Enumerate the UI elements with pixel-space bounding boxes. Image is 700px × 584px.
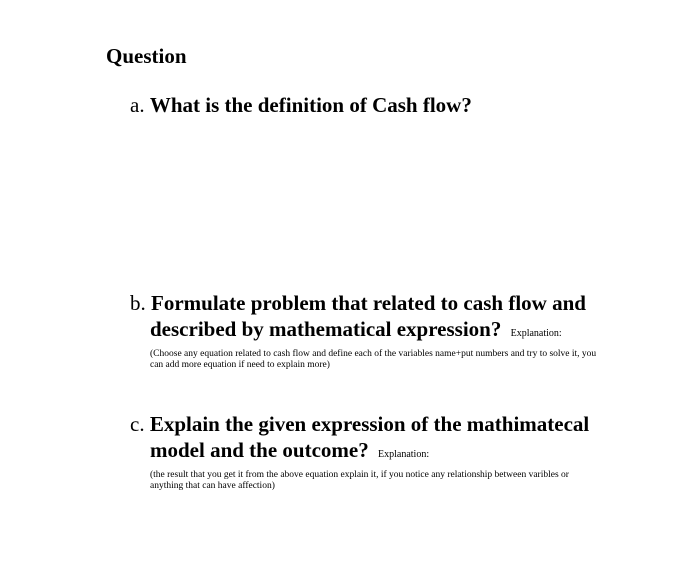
question-b bbox=[130, 290, 610, 371]
question-b-line-1 bbox=[130, 290, 610, 316]
question-c-letter: c. bbox=[130, 412, 145, 436]
question-a-letter: a. bbox=[130, 93, 145, 117]
question-c-line-1 bbox=[130, 411, 610, 437]
question-c-text-1: Explain the given expression of the mathimatecal bbox=[149, 412, 590, 436]
question-a-text: What is the definition of Cash flow? bbox=[149, 93, 472, 117]
question-b-letter: b. bbox=[130, 291, 146, 315]
question-b-explanation-label: Explanation: bbox=[510, 328, 562, 339]
question-c-note: (the result that you get it from the above equation explain it, if you notice any relationship between varibles or anything that can have affection) bbox=[150, 470, 569, 491]
question-a bbox=[130, 93, 472, 118]
question-c-line-2 bbox=[130, 437, 610, 468]
question-c-explanation-label: Explanation: bbox=[378, 449, 430, 460]
question-b-text-1: Formulate problem that related to cash flow and bbox=[151, 291, 586, 315]
question-b-line-2 bbox=[130, 316, 610, 347]
question-c bbox=[130, 411, 610, 492]
question-c-text-2: model and the outcome? bbox=[150, 438, 369, 462]
page-heading: Question bbox=[106, 44, 187, 68]
question-b-note: (Choose any equation related to cash flow and define each of the variables name+put numbers and try to solve it, you can add more equation if need to explain more) bbox=[150, 349, 597, 370]
question-b-text-2: described by mathematical expression? bbox=[150, 317, 502, 341]
